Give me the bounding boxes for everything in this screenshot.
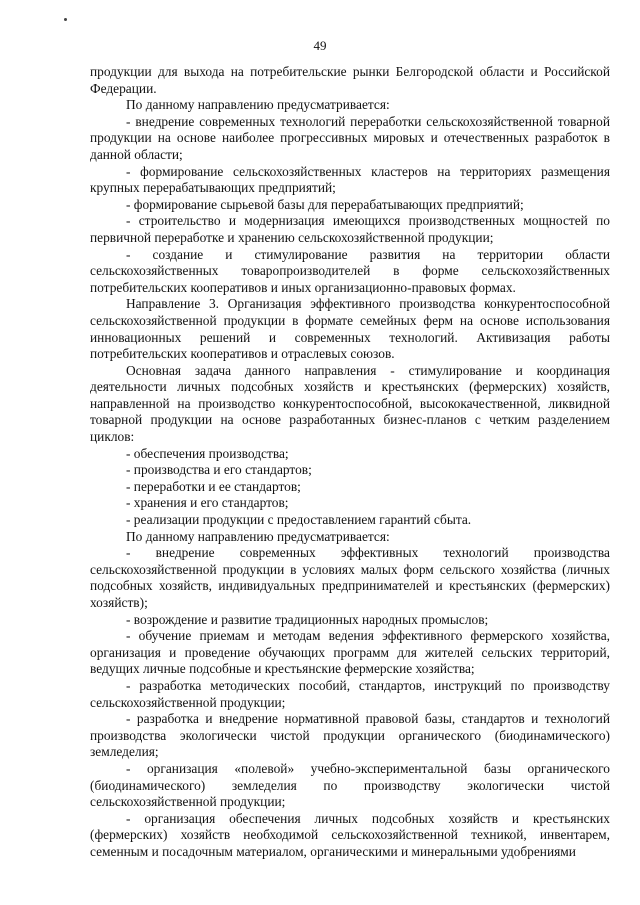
list-item: - формирование сельскохозяйственных кластеров на территориях размещения крупных перерабатывающих предприятий;	[90, 163, 610, 196]
list-item: - разработка методических пособий, стандартов, инструкций по производству сельскохозяйственной продукции;	[90, 677, 610, 710]
section-heading-paragraph: Направление 3. Организация эффективного производства конкурентоспособной сельскохозяйственной продукции в формате семейных ферм на основе использования инновационных решений и современных технологий. Активизация работы потребительских кооперативов и отраслевых союзов.	[90, 296, 610, 362]
list-item: - реализации продукции с предоставлением гарантий сбыта.	[126, 512, 472, 528]
paragraph: продукции для выхода на потребительские рынки Белгородской области и Российской Федерации.	[90, 64, 610, 96]
list-item: - возрождение и развитие традиционных народных промыслов;	[126, 611, 489, 627]
list-item: - обеспечения производства;	[126, 445, 289, 461]
list-item: - хранения и его стандартов;	[126, 495, 289, 511]
list-item: - производства и его стандартов;	[126, 462, 312, 478]
list-item: - формирование сырьевой базы для перерабатывающих предприятий;	[126, 196, 524, 212]
paragraph: Основная задача данного направления - стимулирование и координация деятельности личных подсобных хозяйств и крестьянских (фермерских) хозяйств, направленной на производство конкурентоспособной, высококачественной, ликвидной товарной продукции на основе разработанных бизнес-планов с четким разделением циклов:	[90, 362, 610, 445]
list-item: - обучение приемам и методам ведения эффективного фермерского хозяйства, организация и проведение обучающих программ для жителей сельских территорий, ведущих личные подсобные и крестьянские фермерские хозяйства;	[90, 628, 610, 677]
list-item: - организация «полевой» учебно-экспериментальной базы органического (биодинамического) земледелия по производству экологически чистой сельскохозяйственной продукции;	[90, 760, 610, 810]
list-item: - разработка и внедрение нормативной правовой базы, стандартов и технологий производства экологически чистой продукции органического (биодинамического) земледелия;	[90, 711, 610, 760]
document-body	[90, 64, 610, 861]
paragraph: По данному направлению предусматривается:	[126, 528, 390, 544]
page-number: 49	[313, 38, 327, 53]
list-item: - организация обеспечения личных подсобных хозяйств и крестьянских (фермерских) хозяйств необходимой сельскохозяйственной техникой, инвентарем, семенным и посадочным материалом, органическими и минеральными удобрениями	[90, 810, 610, 859]
list-item: - строительство и модернизация имеющихся производственных мощностей по первичной переработке и хранению сельскохозяйственной продукции;	[90, 213, 610, 245]
list-item: - внедрение современных эффективных технологий производства сельскохозяйственной продукции в условиях малых форм сельского хозяйства (личных подсобных хозяйств, индивидуальных предпринимателей и крестьянских (фермерских) хозяйств);	[90, 545, 610, 610]
paragraph: По данному направлению предусматривается:	[126, 97, 390, 113]
list-item: - внедрение современных технологий переработки сельскохозяйственной товарной продукции на основе наиболее прогрессивных мировых и отечественных разработок в данной области;	[90, 113, 610, 162]
list-item: - создание и стимулирование развития на территории области сельскохозяйственных товаропроизводителей в форме сельскохозяйственных потребительских кооперативов и иных организационно-правовых формах.	[90, 246, 610, 295]
scan-speck	[64, 18, 67, 21]
list-item: - переработки и ее стандартов;	[126, 478, 301, 494]
